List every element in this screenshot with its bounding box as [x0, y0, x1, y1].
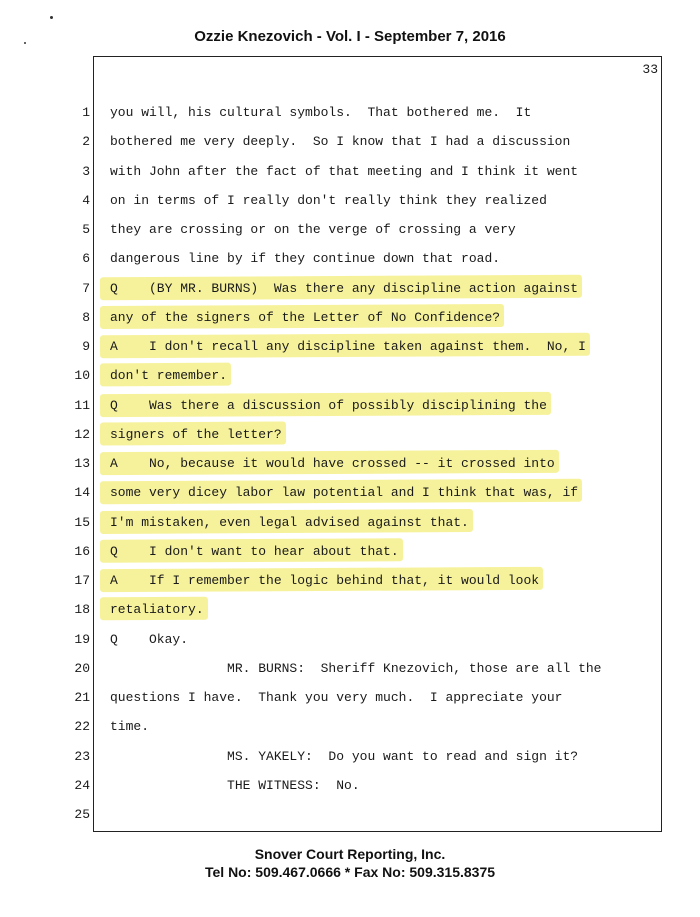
scan-speck	[50, 16, 53, 19]
transcript-line-text: they are crossing or on the verge of crossing a very	[110, 222, 516, 237]
transcript-line-text: I'm mistaken, even legal advised against that.	[110, 514, 469, 530]
transcript-line-text: don't remember.	[110, 368, 228, 384]
transcript-line-text: Q (BY MR. BURNS) Was there any discipline action against	[110, 280, 579, 296]
line-number: 20	[74, 660, 90, 676]
line-number: 15	[74, 514, 90, 530]
transcript-line-text: you will, his cultural symbols. That bothered me. It	[110, 105, 532, 120]
transcript-line-text: with John after the fact of that meeting and I think it went	[110, 163, 579, 179]
line-number: 12	[74, 426, 90, 442]
page-header-title: Ozzie Knezovich - Vol. I - September 7, 2016	[194, 28, 506, 45]
transcript-line-text: signers of the letter?	[110, 426, 282, 442]
line-number: 23	[74, 748, 90, 764]
line-number: 6	[82, 251, 90, 267]
transcript-line-text: any of the signers of the Letter of No Confidence?	[110, 309, 501, 325]
line-number: 16	[74, 543, 90, 559]
line-number: 7	[82, 280, 90, 296]
transcript-line-text: on in terms of I really don't really think they realized	[110, 192, 547, 208]
transcript-line-text: retaliatory.	[110, 602, 204, 618]
line-number: 2	[82, 134, 90, 150]
transcript-line-text: dangerous line by if they continue down that road.	[110, 251, 501, 267]
transcript-line-text: Q Was there a discussion of possibly disciplining the	[110, 397, 547, 413]
footer-company: Snover Court Reporting, Inc.	[254, 846, 446, 862]
line-number: 14	[74, 485, 90, 501]
transcript-line-text: MR. BURNS: Sheriff Knezovich, those are all the	[110, 660, 602, 676]
line-number: 4	[82, 192, 90, 208]
line-number: 19	[74, 631, 90, 647]
line-number: 3	[82, 163, 90, 179]
transcript-line-text: A If I remember the logic behind that, it would look	[110, 573, 540, 588]
transcript-line-text: Q I don't want to hear about that.	[110, 543, 399, 559]
transcript-line-text: Q Okay.	[110, 631, 189, 647]
transcript-line-text: some very dicey labor law potential and I think that was, if	[110, 485, 579, 501]
transcript-line-text: MS. YAKELY: Do you want to read and sign it?	[110, 748, 579, 764]
line-number: 9	[82, 339, 90, 354]
line-number: 10	[74, 368, 90, 384]
line-number: 24	[74, 777, 90, 793]
line-number: 5	[82, 222, 90, 237]
page-number: 33	[642, 62, 658, 77]
transcript-line-text: bothered me very deeply. So I know that I had a discussion	[110, 134, 571, 150]
transcript-line-text: A No, because it would have crossed -- it crossed into	[110, 456, 555, 471]
line-number: 11	[74, 397, 90, 413]
footer-contact: Tel No: 509.467.0666 * Fax No: 509.315.8375	[204, 864, 496, 880]
line-number: 18	[74, 602, 90, 618]
line-number: 17	[74, 573, 90, 588]
transcript-line-text: A I don't recall any discipline taken against them. No, I	[110, 339, 586, 354]
line-number: 1	[82, 105, 90, 120]
transcript-line-text: questions I have. Thank you very much. I appreciate your	[110, 690, 563, 705]
transcript-line-text: time.	[110, 719, 150, 735]
line-number: 13	[74, 456, 90, 471]
line-number: 8	[82, 309, 90, 325]
line-number: 21	[74, 690, 90, 705]
line-number: 25	[74, 807, 90, 822]
line-number: 22	[74, 719, 90, 735]
transcript-line-text: THE WITNESS: No.	[110, 777, 360, 793]
